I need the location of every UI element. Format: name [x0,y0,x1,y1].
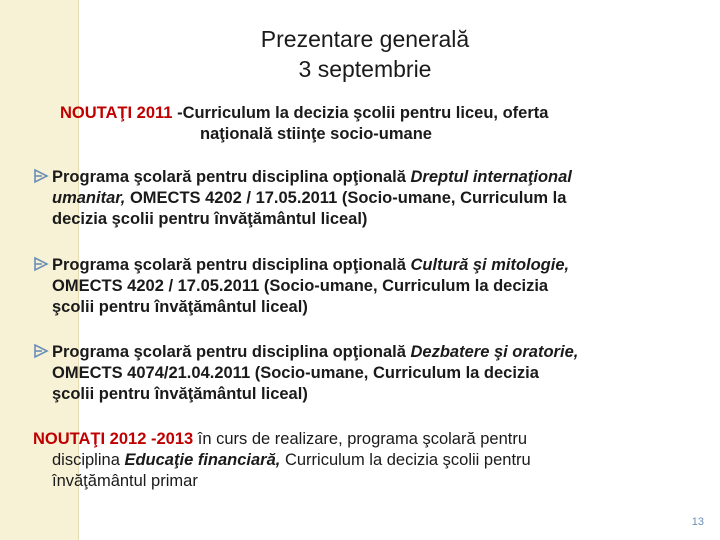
title-line-2: 3 septembrie [298,56,432,82]
news-2012-subject: Educaţie financiară, [124,451,281,469]
news-2012-text-a: în curs de realizare, programa şcolară pentru [193,430,528,448]
bullet-3-cont1: OMECTS 4074/21.04.2011 (Socio-umane, Curriculum la decizia [52,364,539,382]
news-2012-block [33,429,703,492]
bullet-3-subject: Dezbatere şi oratorie, [410,343,579,361]
bullet-2-cont2: şcolii pentru învăţământul liceal) [52,298,308,316]
bullet-3-lead: Programa şcolară pentru disciplina opţională [52,343,411,361]
page-number: 13 [691,516,704,528]
bullet-2-lead: Programa şcolară pentru disciplina opţională [52,256,411,274]
title-line-1: Prezentare generală [260,26,470,52]
news-2012-text-b1: disciplina [52,451,125,469]
news-2012-text-c: învăţământul primar [52,472,198,490]
bullet-1-lead: Programa şcolară pentru disciplina opţională [52,168,411,186]
bullet-item-2 [33,255,703,318]
news-2011-label: NOUTAŢI 2011 [60,104,173,122]
news-2012-text-b2: Curriculum la decizia şcolii pentru [280,451,531,469]
bullet-3-cont2: şcolii pentru învăţământul liceal) [52,385,308,403]
news-2011-text-a: -Curriculum la decizia şcolii pentru liceu, oferta [172,104,549,122]
bullet-arrow-icon [33,168,51,186]
news-2011-block [60,103,700,145]
bullet-arrow-icon [33,256,51,274]
news-2012-label: NOUTAŢI 2012 -2013 [33,430,194,448]
bullet-item-1 [33,167,703,230]
bullet-1-cont2: OMECTS 4202 / 17.05.2011 (Socio-umane, Curriculum la [125,189,567,207]
bullet-arrow-icon [33,343,51,361]
bullet-item-3 [33,342,703,405]
bullet-1-cont3: decizia şcolii pentru învăţământul liceal) [52,210,368,228]
bullet-1-subject: Dreptul internaţional [410,168,572,186]
slide-title [150,24,580,84]
news-2011-text-b: naţională stiinţe socio-umane [200,125,432,143]
bullet-2-cont1: OMECTS 4202 / 17.05.2011 (Socio-umane, Curriculum la decizia [52,277,549,295]
bullet-1-cont1: umanitar, [52,189,126,207]
bullet-2-subject: Cultură şi mitologie, [410,256,570,274]
